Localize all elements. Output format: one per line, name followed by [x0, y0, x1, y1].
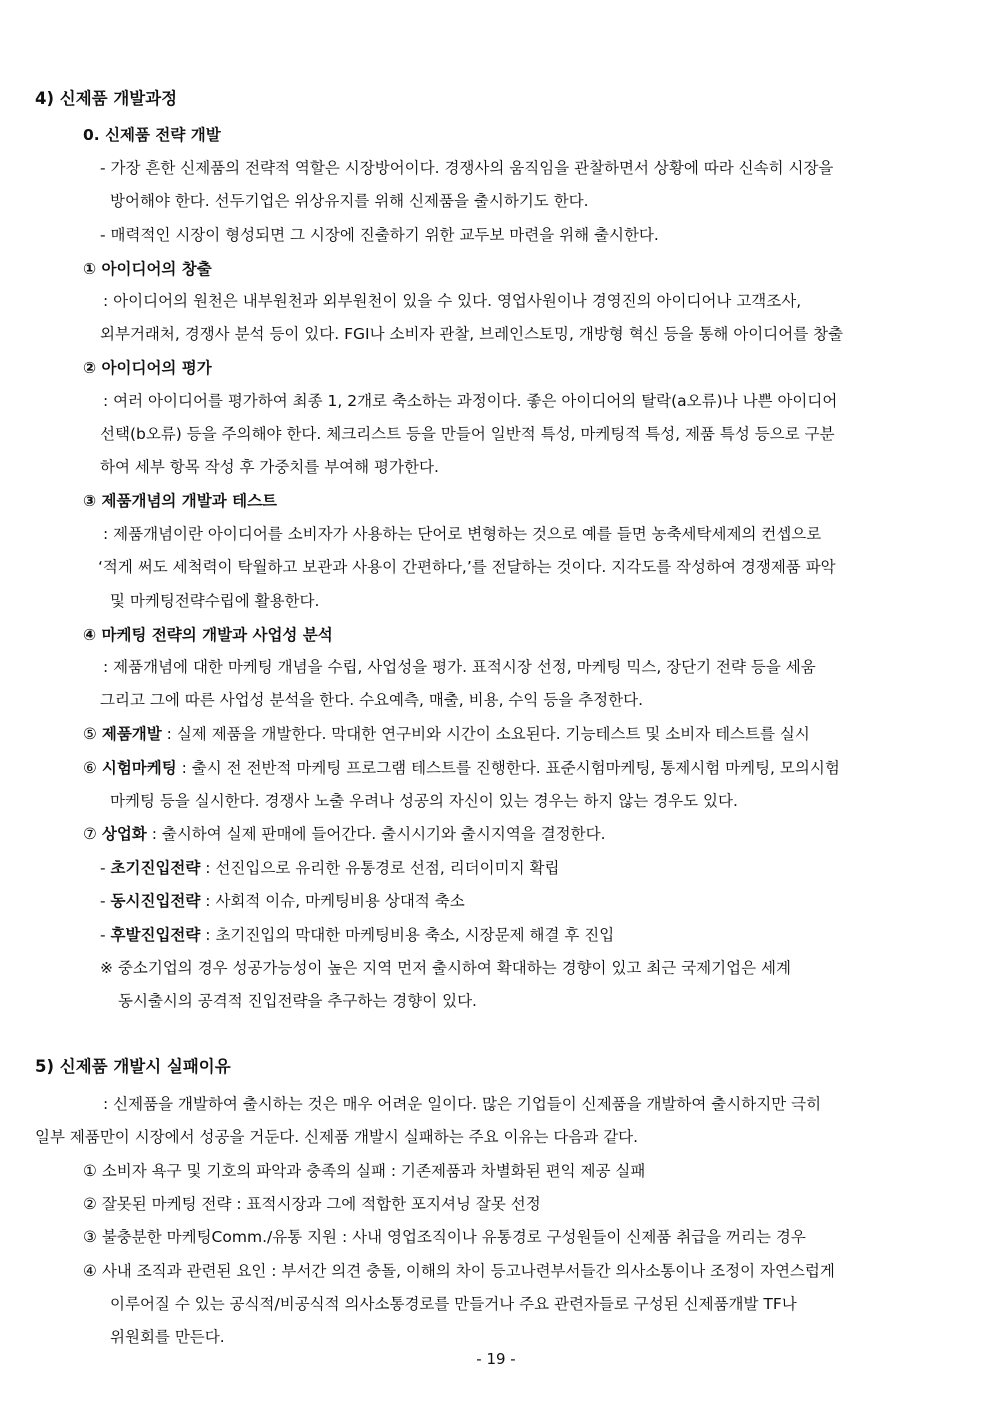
entry-strategy-item	[100, 857, 559, 879]
paragraph-line: 외부거래처, 경쟁사 분석 등이 있다. FGI나 소비자 관찰, 브레인스토밍, 개방형 혁신 등을 통해 아이디어를 창출	[100, 325, 844, 343]
dash: -	[100, 926, 111, 944]
entry-strategy-item	[100, 890, 465, 912]
step-6-number: ⑥	[83, 759, 97, 777]
entry-strategy-text: : 초기진입의 막대한 마케팅비용 축소, 시장문제 해결 후 진입	[200, 926, 615, 944]
step-7-text: : 출시하여 실제 판매에 들어간다. 출시시기와 출시지역을 결정한다.	[146, 825, 606, 843]
paragraph-line: : 아이디어의 원천은 내부원천과 외부원천이 있을 수 있다. 영업사원이나 경영진의 아이디어나 고객조사,	[103, 292, 802, 310]
paragraph-line: 및 마케팅전략수립에 활용한다.	[110, 592, 320, 610]
subsection-0-title: 0. 신제품 전략 개발	[83, 126, 221, 144]
failure-reason-item: ② 잘못된 마케팅 전략 : 표적시장과 그에 적합한 포지셔닝 잘못 선정	[83, 1195, 541, 1213]
note-line: 동시출시의 공격적 진입전략을 추구하는 경향이 있다.	[118, 992, 477, 1010]
step-6-label: 시험마케팅	[101, 759, 177, 777]
step-5-label: 제품개발	[101, 725, 162, 743]
step-1-title: ① 아이디어의 창출	[83, 260, 212, 278]
step-7-number: ⑦	[83, 825, 97, 843]
paragraph-line: 일부 제품만이 시장에서 성공을 거둔다. 신제품 개발시 실패하는 주요 이유는 다음과 같다.	[35, 1128, 639, 1146]
paragraph-line: 위원회를 만든다.	[110, 1328, 225, 1346]
note-line: ※ 중소기업의 경우 성공가능성이 높은 지역 먼저 출시하여 확대하는 경향이 있고 최근 국제기업은 세계	[100, 959, 791, 977]
section-4-title: 4) 신제품 개발과정	[35, 89, 178, 108]
step-6-text: : 출시 전 전반적 마케팅 프로그램 테스트를 진행한다. 표준시험마케팅, 통제시험 마케팅, 모의시험	[176, 759, 840, 777]
paragraph-line: : 신제품을 개발하여 출시하는 것은 매우 어려운 일이다. 많은 기업들이 신제품을 개발하여 출시하지만 극히	[103, 1095, 822, 1113]
paragraph-line: - 가장 흔한 신제품의 전략적 역할은 시장방어이다. 경쟁사의 움직임을 관찰하면서 상황에 따라 신속히 시장을	[100, 159, 834, 177]
page-number: - 19 -	[476, 1350, 516, 1368]
paragraph-line: 마케팅 등을 실시한다. 경쟁사 노출 우려나 성공의 자신이 있는 경우는 하지 않는 경우도 있다.	[110, 792, 738, 810]
paragraph-line: : 제품개념에 대한 마케팅 개념을 수립, 사업성을 평가. 표적시장 선정, 마케팅 믹스, 장단기 전략 등을 세움	[103, 658, 816, 676]
dash: -	[100, 892, 111, 910]
paragraph-line: : 제품개념이란 아이디어를 소비자가 사용하는 단어로 변형하는 것으로 예를 들면 농축세탁세제의 컨셉으로	[103, 525, 822, 543]
paragraph-line: : 여러 아이디어를 평가하여 최종 1, 2개로 축소하는 과정이다. 좋은 아이디어의 탈락(a오류)나 나쁜 아이디어	[103, 392, 838, 410]
paragraph-line: - 매력적인 시장이 형성되면 그 시장에 진출하기 위한 교두보 마련을 위해 출시한다.	[100, 226, 659, 244]
step-2-title: ② 아이디어의 평가	[83, 359, 212, 377]
paragraph-line: ‘적게 써도 세척력이 탁월하고 보관과 사용이 간편하다,’를 전달하는 것이다. 지각도를 작성하여 경쟁제품 파악	[98, 558, 836, 576]
entry-strategy-text: : 선진입으로 유리한 유통경로 선점, 리더이미지 확립	[200, 859, 560, 877]
entry-strategy-label: 초기진입전략	[110, 859, 201, 877]
entry-strategy-label: 동시진입전략	[110, 892, 201, 910]
step-5-number: ⑤	[83, 725, 97, 743]
step-7-line	[83, 823, 606, 845]
step-3-title: ③ 제품개념의 개발과 테스트	[83, 492, 278, 510]
paragraph-line: 하여 세부 항목 작성 후 가중치를 부여해 평가한다.	[100, 458, 439, 476]
paragraph-line: 그리고 그에 따른 사업성 분석을 한다. 수요예측, 매출, 비용, 수익 등을 추정한다.	[100, 691, 643, 709]
paragraph-line: 선택(b오류) 등을 주의해야 한다. 체크리스트 등을 만들어 일반적 특성, 마케팅적 특성, 제품 특성 등으로 구분	[100, 425, 835, 443]
entry-strategy-text: : 사회적 이슈, 마케팅비용 상대적 축소	[200, 892, 465, 910]
paragraph-line: 방어해야 한다. 선두기업은 위상유지를 위해 신제품을 출시하기도 한다.	[110, 192, 589, 210]
section-5-title: 5) 신제품 개발시 실패이유	[35, 1057, 231, 1076]
step-4-title: ④ 마케팅 전략의 개발과 사업성 분석	[83, 626, 333, 644]
step-6-line	[83, 757, 840, 779]
dash: -	[100, 859, 111, 877]
paragraph-line: 이루어질 수 있는 공식적/비공식적 의사소통경로를 만들거나 주요 관련자들로 구성된 신제품개발 TF나	[110, 1295, 797, 1313]
failure-reason-item: ④ 사내 조직과 관련된 요인 : 부서간 의견 충돌, 이해의 차이 등고나련부서들간 의사소통이나 조정이 자연스럽게	[83, 1262, 835, 1280]
failure-reason-item: ① 소비자 욕구 및 기호의 파악과 충족의 실패 : 기존제품과 차별화된 편익 제공 실패	[83, 1162, 646, 1180]
step-5-line	[83, 723, 810, 745]
failure-reason-item: ③ 불충분한 마케팅Comm./유통 지원 : 사내 영업조직이나 유통경로 구성원들이 신제품 취급을 꺼리는 경우	[83, 1228, 806, 1246]
step-7-label: 상업화	[101, 825, 147, 843]
entry-strategy-item	[100, 924, 614, 946]
step-5-text: : 실제 제품을 개발한다. 막대한 연구비와 시간이 소요된다. 기능테스트 및 소비자 테스트를 실시	[161, 725, 810, 743]
entry-strategy-label: 후발진입전략	[110, 926, 201, 944]
